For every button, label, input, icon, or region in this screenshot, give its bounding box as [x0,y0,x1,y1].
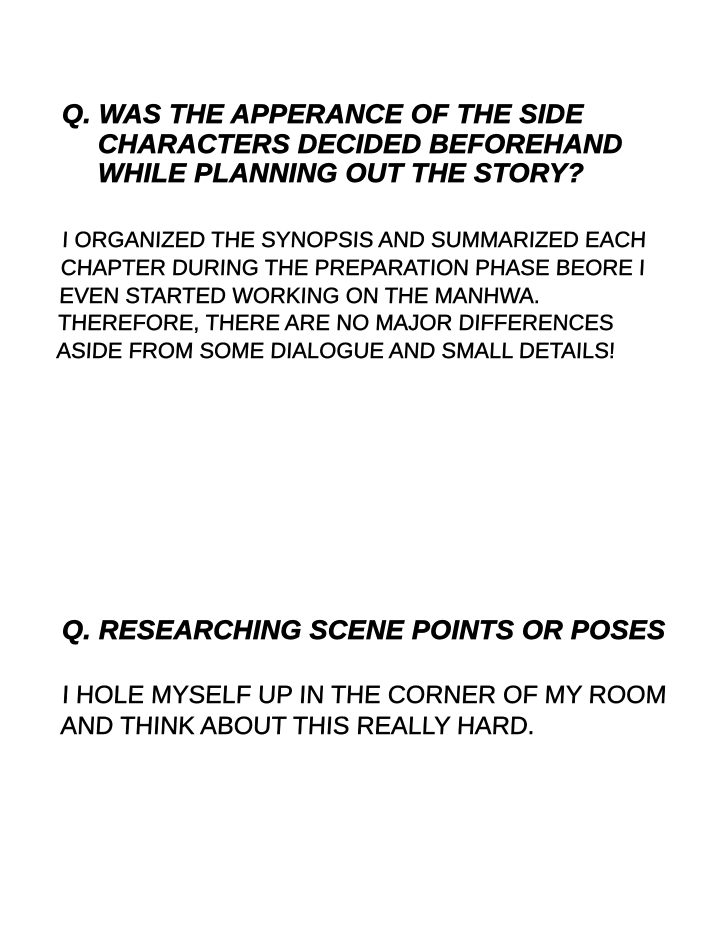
answer-2-line-1: I HOLE MYSELF UP IN THE CORNER OF MY ROOM [61,681,668,709]
answer-1-line-2: CHAPTER DURING THE PREPARATION PHASE BEORE I [60,254,646,280]
answer-1-line-1: I ORGANIZED THE SYNOPSIS AND SUMMARIZED EACH [61,227,647,252]
question-1-line-1: Q. WAS THE APPERANCE OF THE SIDE [62,99,584,129]
question-2-heading [62,616,665,646]
answer-2-paragraph [60,680,668,742]
question-1-heading [62,100,623,189]
answer-1-line-4: THEREFORE, THERE ARE NO MAJOR DIFFERENCES [57,310,615,336]
answer-1-line-5: ASIDE FROM SOME DIALOGUE AND SMALL DETAILS! [55,338,616,364]
question-1-line-2: CHARACTERS DECIDED BEFOREHAND [98,128,623,159]
answer-1-paragraph [56,226,648,365]
answer-1-line-3: EVEN STARTED WORKING ON THE MANHWA. [58,282,541,308]
question-1-line-3: WHILE PLANNING OUT THE STORY? [98,158,585,188]
question-2-line-1: Q. RESEARCHING SCENE POINTS OR POSES [62,615,666,645]
answer-2-line-2: AND THINK ABOUT THIS REALLY HARD. [59,712,536,740]
